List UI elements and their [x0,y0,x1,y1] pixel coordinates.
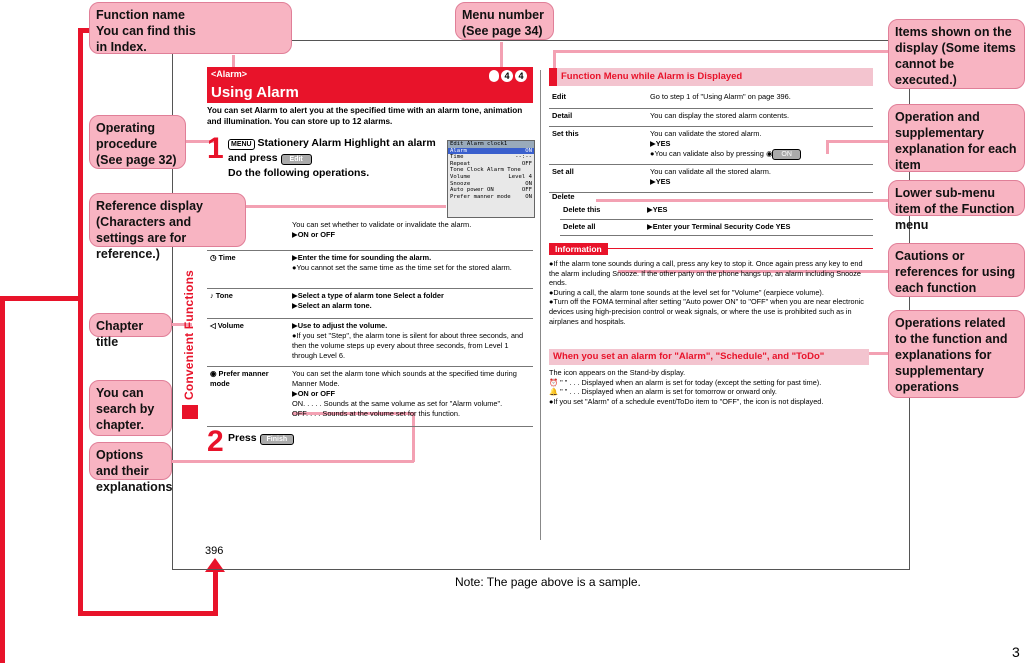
step2-number: 2 [207,425,224,458]
table-row [549,108,873,126]
step1-instruction: Stationery Alarm Highlight an alarm and press [228,137,436,164]
table-row [207,288,533,318]
screen-row: Repeat OFF [450,160,532,167]
menu-number-keys [489,70,527,82]
table-row [549,164,873,192]
menu-desc: You can display the stored alarm contents. [647,108,873,126]
table-row [560,203,873,219]
chapter-line-v [0,296,5,663]
center-key-icon: ◉ [765,148,773,158]
reference-screen [447,140,535,218]
delete-submenu-table [560,203,873,236]
submenu-desc: ▶Enter your Terminal Security Code YES [644,219,873,235]
screen-row: Volume Level 4 [450,173,532,180]
manner-icon: ◉ [210,368,219,378]
title-bar [207,67,533,103]
callout-options: Options and their explanations [89,442,172,480]
callout-menu-number: Menu number (See page 34) [455,2,554,40]
corner-page-number: 3 [1012,644,1020,660]
table-row [207,366,533,426]
connector-operations [866,352,888,355]
step1-tail: Do the following operations. [228,167,370,179]
info-item: ●Turn off the FOMA terminal after setting "Auto power ON" to "OFF" when you are near electronic devices using high-precision control or weak signals, or where the use is prohibited such as in airplanes and hospitals. [549,297,864,326]
note-icon: ♪ [210,290,216,300]
info-list [549,259,873,326]
menu-key: Edit [549,90,647,108]
chapter-line-h1 [0,296,80,301]
option-desc: ▶Select a type of alarm tone Select a folder ▶Select an alarm tone. [289,288,533,318]
option-key: ◷ Time [207,250,289,288]
submenu-key: Delete this [560,203,644,219]
option-key [207,218,289,250]
table-row [549,90,873,108]
connector-items-shown [553,50,889,53]
sample-note: Note: The page above is a sample. [455,575,641,589]
callout-operation-supplementary: Operation and supplementary explanation for each item [888,104,1025,172]
table-row [549,126,873,164]
column-divider [540,70,541,540]
speaker-icon: ◁ [210,320,218,330]
option-desc: ▶Use to adjust the volume. ●If you set "Step", the alarm tone is silent for about three seconds, and then the volume steps up every about three seconds, from Level 1 through Level 6. [289,318,533,366]
menu-icon: MENU [228,139,255,150]
callout-items-shown: Items shown on the display (Some items cannot be executed.) [888,19,1025,89]
option-key: ♪ Tone [207,288,289,318]
submenu-key: Delete all [560,219,644,235]
intro-text: You can set Alarm to alert you at the specified time with an alarm tone, animation and illumination. You can store up to 12 alarms. [207,106,523,126]
menu-key-icon [489,70,499,82]
finish-key: Finish [260,434,295,445]
screen-row: Time --:-- [450,154,532,161]
callout-chapter-title: Chapter title [89,313,172,337]
callout-operations-related: Operations related to the function and explanations for supplementary operations [888,310,1025,398]
loop-line-bottom [78,611,218,616]
menu-key-2: 4 [515,70,527,82]
connector-items-shown-v [553,50,556,68]
alarm-today-icon: ⏰ [549,377,559,387]
function-menu-title: Function Menu while Alarm is Displayed [561,71,743,82]
screen-row: Alarm ON [450,147,532,154]
when-list [549,368,873,406]
option-desc: You can set whether to validate or invalidate the alarm. ▶ON or OFF [289,218,533,250]
menu-desc: Go to step 1 of "Using Alarm" on page 396. [647,90,873,108]
chapter-side-title: Convenient Functions [182,270,196,400]
delete-label: Delete [552,192,575,201]
clock-icon: ◷ [210,252,219,262]
page-number: 396 [205,545,224,557]
screen-row: Auto power ON OFF [450,187,532,194]
when-line: ●If you set "Alarm" of a schedule event/ToDo item to "OFF", the icon is not displayed. [549,396,824,406]
menu-key: Set all [549,164,647,192]
page-title: Using Alarm [211,84,299,101]
submenu-desc: ▶YES [644,203,873,219]
callout-function-name: Function name You can find this in Index. [89,2,292,54]
screen-row: Edit Alarm clock1 [448,141,534,148]
menu-desc: You can validate all the stored alarm. ▶YES [647,164,873,192]
on-key: ON [772,149,801,160]
option-key: ◁ Volume [207,318,289,366]
option-desc: ▶Enter the time for sounding the alarm. ●You cannot set the same time as the time set for the stored alarm. [289,250,533,288]
menu-key-1: 4 [501,70,513,82]
loop-line-left [78,28,83,616]
alarm-tag: <Alarm> [211,69,248,79]
info-tag: Information [549,243,608,255]
callout-lower-submenu: Lower sub-menu item of the Function menu [888,180,1025,216]
table-row [207,218,533,250]
callout-search-chapter: You can search by chapter. [89,380,172,436]
step2-text: Press Finish [228,432,294,445]
chapter-tab [182,405,198,419]
function-menu-table [549,90,873,193]
alarm-later-icon: 🔔 [549,387,559,397]
screen-row: Snooze ON [450,180,532,187]
table-row [560,219,873,235]
connector-reference [246,205,446,208]
menu-desc: You can validate the stored alarm. ▶YES ●You can validate also by pressing ◉ ON [647,126,873,164]
callout-reference-display: Reference display (Characters and settings are for reference.) [89,193,246,247]
options-table [207,218,533,427]
menu-key: Set this [549,126,647,164]
info-item: ●If the alarm tone sounds during a call, press any key to stop it. Once again press any key to end the alarm including Snooze. If the other party on the phone hangs up, an alarm including Snooze ends. [549,259,863,288]
loop-line-rise [213,570,218,616]
when-header [549,349,869,365]
when-line: The icon appears on the Stand-by display. [549,368,686,377]
menu-key: Detail [549,108,647,126]
when-line: ⏰ " " . . . Displayed when an alarm is set for today (except the setting for past time). [549,377,822,387]
screen-row: Prefer manner mode ON [450,193,532,200]
callout-operating-procedure: Operating procedure (See page 32) [89,115,186,169]
step1-text [228,136,443,181]
screen-row: Tone Clock Alarm Tone [450,167,521,174]
when-title: When you set an alarm for "Alarm", "Schedule", and "ToDo" [553,351,825,362]
table-row [207,318,533,366]
connector-options-h [172,460,414,463]
option-key: ◉ Prefer manner mode [207,366,289,426]
function-menu-tab [549,68,557,86]
option-desc: You can set the alarm tone which sounds at the specified time during Manner Mode. ▶ON or OFF ON. . . . . Sounds at the same volume as set for "Alarm volume". OFF. . . . Sounds at the volume set for this function. [289,366,533,426]
connector-lower-submenu [596,199,889,202]
info-item: ●During a call, the alarm tone sounds at the level set for "Volume" (earpiece volume). [549,287,824,297]
step1-number: 1 [207,132,224,165]
when-line: 🔔 " " . . . Displayed when an alarm is set for tomorrow or onward only. [549,387,777,397]
table-row [207,250,533,288]
callout-cautions: Cautions or references for using each function [888,243,1025,297]
function-menu-header [549,68,873,86]
edit-key: Edit [281,154,312,165]
